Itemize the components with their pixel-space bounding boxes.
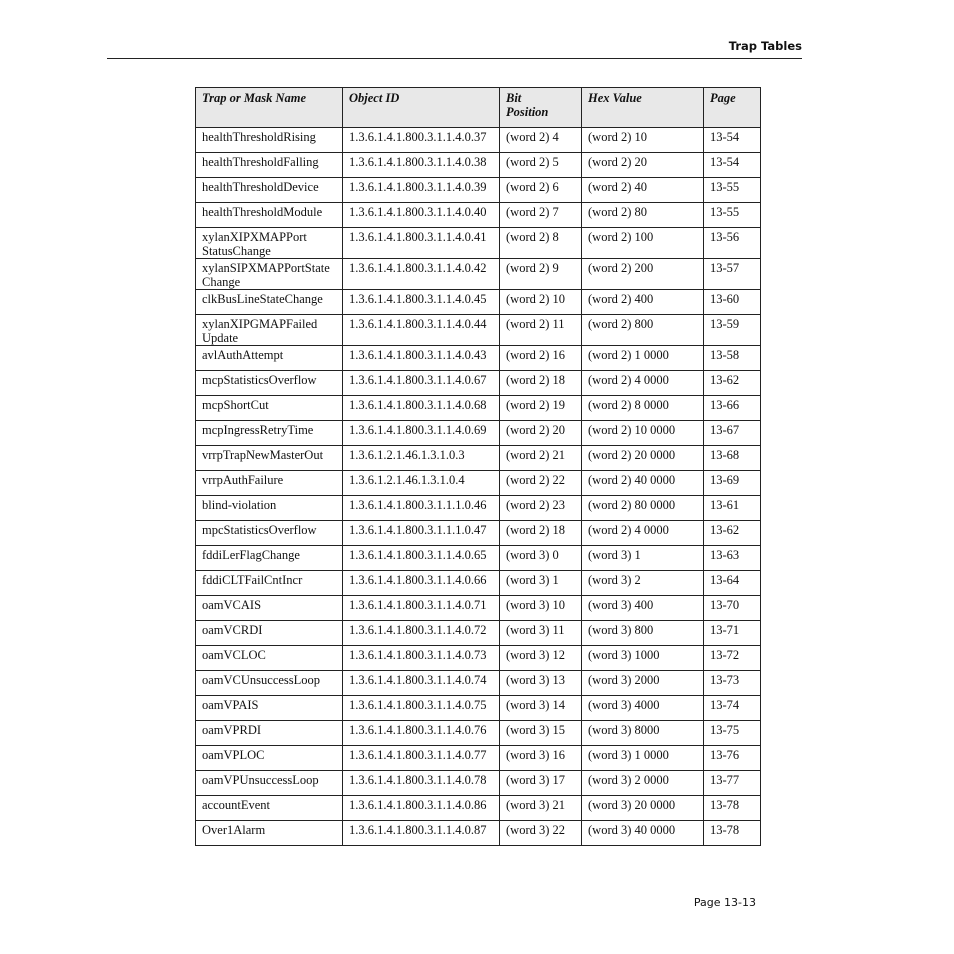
column-header-object-id: Object ID	[343, 88, 500, 128]
hex-value-cell: (word 3) 40 0000	[582, 821, 704, 846]
table-row	[196, 153, 761, 178]
page-cell: 13-54	[704, 153, 761, 178]
object-id-cell: 1.3.6.1.4.1.800.3.1.1.4.0.71	[343, 596, 500, 621]
trap-name-cell: xylanXIPGMAPFailed Update	[196, 315, 343, 346]
page-cell: 13-76	[704, 746, 761, 771]
hex-value-cell: (word 2) 400	[582, 290, 704, 315]
object-id-cell: 1.3.6.1.4.1.800.3.1.1.1.0.46	[343, 496, 500, 521]
table-row	[196, 621, 761, 646]
hex-value-cell: (word 2) 200	[582, 259, 704, 290]
trap-name-cell: healthThresholdRising	[196, 128, 343, 153]
table-row	[196, 646, 761, 671]
page-cell: 13-78	[704, 796, 761, 821]
page-cell: 13-71	[704, 621, 761, 646]
bit-position-cell: (word 3) 17	[500, 771, 582, 796]
trap-name-cell: healthThresholdDevice	[196, 178, 343, 203]
page-cell: 13-62	[704, 371, 761, 396]
column-header-trap-name: Trap or Mask Name	[196, 88, 343, 128]
bit-position-cell: (word 3) 12	[500, 646, 582, 671]
bit-position-cell: (word 3) 11	[500, 621, 582, 646]
hex-value-cell: (word 3) 400	[582, 596, 704, 621]
hex-value-cell: (word 2) 800	[582, 315, 704, 346]
trap-name-cell: fddiLerFlagChange	[196, 546, 343, 571]
trap-name-cell: xylanXIPXMAPPort StatusChange	[196, 228, 343, 259]
page-cell: 13-55	[704, 203, 761, 228]
bit-position-cell: (word 2) 19	[500, 396, 582, 421]
trap-name-cell: healthThresholdFalling	[196, 153, 343, 178]
page-cell: 13-73	[704, 671, 761, 696]
object-id-cell: 1.3.6.1.4.1.800.3.1.1.4.0.75	[343, 696, 500, 721]
bit-position-cell: (word 2) 23	[500, 496, 582, 521]
bit-position-cell: (word 2) 21	[500, 446, 582, 471]
table-row	[196, 203, 761, 228]
bit-position-cell: (word 2) 16	[500, 346, 582, 371]
trap-name-cell: oamVPUnsuccessLoop	[196, 771, 343, 796]
object-id-cell: 1.3.6.1.4.1.800.3.1.1.4.0.69	[343, 421, 500, 446]
object-id-cell: 1.3.6.1.4.1.800.3.1.1.4.0.87	[343, 821, 500, 846]
table-row	[196, 315, 761, 346]
bit-position-cell: (word 2) 8	[500, 228, 582, 259]
page-cell: 13-63	[704, 546, 761, 571]
table-row	[196, 821, 761, 846]
table-row	[196, 446, 761, 471]
page-cell: 13-68	[704, 446, 761, 471]
object-id-cell: 1.3.6.1.4.1.800.3.1.1.4.0.40	[343, 203, 500, 228]
bit-position-cell: (word 3) 16	[500, 746, 582, 771]
object-id-cell: 1.3.6.1.4.1.800.3.1.1.4.0.65	[343, 546, 500, 571]
trap-name-cell: oamVCLOC	[196, 646, 343, 671]
bit-position-cell: (word 3) 22	[500, 821, 582, 846]
hex-value-cell: (word 2) 100	[582, 228, 704, 259]
trap-name-cell: xylanSIPXMAPPortState Change	[196, 259, 343, 290]
object-id-cell: 1.3.6.1.4.1.800.3.1.1.4.0.45	[343, 290, 500, 315]
hex-value-cell: (word 3) 1000	[582, 646, 704, 671]
table-row	[196, 746, 761, 771]
trap-name-cell: mcpShortCut	[196, 396, 343, 421]
bit-position-cell: (word 2) 5	[500, 153, 582, 178]
object-id-cell: 1.3.6.1.4.1.800.3.1.1.4.0.86	[343, 796, 500, 821]
trap-name-cell: fddiCLTFailCntIncr	[196, 571, 343, 596]
column-header-page: Page	[704, 88, 761, 128]
table-row	[196, 571, 761, 596]
table-row	[196, 521, 761, 546]
trap-name-cell: mcpIngressRetryTime	[196, 421, 343, 446]
bit-position-cell: (word 2) 9	[500, 259, 582, 290]
page-cell: 13-57	[704, 259, 761, 290]
page-cell: 13-55	[704, 178, 761, 203]
object-id-cell: 1.3.6.1.4.1.800.3.1.1.4.0.77	[343, 746, 500, 771]
hex-value-cell: (word 3) 2	[582, 571, 704, 596]
page-cell: 13-69	[704, 471, 761, 496]
bit-position-cell: (word 3) 13	[500, 671, 582, 696]
trap-table-header	[196, 88, 761, 128]
bit-position-cell: (word 3) 15	[500, 721, 582, 746]
hex-value-cell: (word 3) 20 0000	[582, 796, 704, 821]
table-row	[196, 259, 761, 290]
hex-value-cell: (word 2) 40	[582, 178, 704, 203]
object-id-cell: 1.3.6.1.4.1.800.3.1.1.4.0.72	[343, 621, 500, 646]
trap-name-cell: vrrpTrapNewMasterOut	[196, 446, 343, 471]
hex-value-cell: (word 2) 20	[582, 153, 704, 178]
object-id-cell: 1.3.6.1.4.1.800.3.1.1.1.0.47	[343, 521, 500, 546]
object-id-cell: 1.3.6.1.4.1.800.3.1.1.4.0.42	[343, 259, 500, 290]
hex-value-cell: (word 2) 4 0000	[582, 371, 704, 396]
table-row	[196, 228, 761, 259]
object-id-cell: 1.3.6.1.4.1.800.3.1.1.4.0.66	[343, 571, 500, 596]
hex-value-cell: (word 3) 800	[582, 621, 704, 646]
hex-value-cell: (word 2) 40 0000	[582, 471, 704, 496]
page-cell: 13-62	[704, 521, 761, 546]
bit-position-cell: (word 2) 4	[500, 128, 582, 153]
object-id-cell: 1.3.6.1.4.1.800.3.1.1.4.0.67	[343, 371, 500, 396]
bit-position-cell: (word 2) 7	[500, 203, 582, 228]
trap-name-cell: accountEvent	[196, 796, 343, 821]
bit-position-cell: (word 3) 21	[500, 796, 582, 821]
page-cell: 13-64	[704, 571, 761, 596]
trap-name-cell: oamVCAIS	[196, 596, 343, 621]
table-row	[196, 721, 761, 746]
page-cell: 13-74	[704, 696, 761, 721]
table-row	[196, 471, 761, 496]
table-row	[196, 178, 761, 203]
trap-name-cell: mcpStatisticsOverflow	[196, 371, 343, 396]
bit-position-cell: (word 3) 0	[500, 546, 582, 571]
column-header-hex-value: Hex Value	[582, 88, 704, 128]
table-row	[196, 596, 761, 621]
hex-value-cell: (word 2) 20 0000	[582, 446, 704, 471]
page-cell: 13-70	[704, 596, 761, 621]
bit-position-cell: (word 2) 22	[500, 471, 582, 496]
page-number: Page 13-13	[693, 896, 756, 909]
page-cell: 13-66	[704, 396, 761, 421]
object-id-cell: 1.3.6.1.4.1.800.3.1.1.4.0.38	[343, 153, 500, 178]
hex-value-cell: (word 2) 8 0000	[582, 396, 704, 421]
page-cell: 13-67	[704, 421, 761, 446]
hex-value-cell: (word 3) 4000	[582, 696, 704, 721]
hex-value-cell: (word 2) 10 0000	[582, 421, 704, 446]
header-rule	[107, 58, 802, 59]
object-id-cell: 1.3.6.1.4.1.800.3.1.1.4.0.44	[343, 315, 500, 346]
running-header-title: Trap Tables	[728, 39, 802, 53]
bit-position-cell: (word 2) 10	[500, 290, 582, 315]
trap-name-cell: oamVCRDI	[196, 621, 343, 646]
bit-position-cell: (word 3) 14	[500, 696, 582, 721]
trap-name-cell: clkBusLineStateChange	[196, 290, 343, 315]
trap-name-cell: mpcStatisticsOverflow	[196, 521, 343, 546]
hex-value-cell: (word 3) 1	[582, 546, 704, 571]
hex-value-cell: (word 2) 1 0000	[582, 346, 704, 371]
trap-name-cell: oamVPRDI	[196, 721, 343, 746]
table-row	[196, 421, 761, 446]
page-cell: 13-77	[704, 771, 761, 796]
hex-value-cell: (word 3) 2000	[582, 671, 704, 696]
table-row	[196, 771, 761, 796]
trap-table-body	[196, 128, 761, 846]
trap-name-cell: oamVPAIS	[196, 696, 343, 721]
trap-name-cell: Over1Alarm	[196, 821, 343, 846]
bit-position-cell: (word 2) 18	[500, 521, 582, 546]
table-row	[196, 796, 761, 821]
page-cell: 13-56	[704, 228, 761, 259]
object-id-cell: 1.3.6.1.4.1.800.3.1.1.4.0.76	[343, 721, 500, 746]
bit-position-cell: (word 2) 11	[500, 315, 582, 346]
trap-name-cell: avlAuthAttempt	[196, 346, 343, 371]
table-row	[196, 396, 761, 421]
bit-position-cell: (word 2) 18	[500, 371, 582, 396]
object-id-cell: 1.3.6.1.4.1.800.3.1.1.4.0.39	[343, 178, 500, 203]
object-id-cell: 1.3.6.1.4.1.800.3.1.1.4.0.41	[343, 228, 500, 259]
page-cell: 13-59	[704, 315, 761, 346]
object-id-cell: 1.3.6.1.4.1.800.3.1.1.4.0.74	[343, 671, 500, 696]
trap-name-cell: healthThresholdModule	[196, 203, 343, 228]
trap-name-cell: blind-violation	[196, 496, 343, 521]
bit-position-cell: (word 2) 20	[500, 421, 582, 446]
bit-position-cell: (word 3) 10	[500, 596, 582, 621]
hex-value-cell: (word 2) 10	[582, 128, 704, 153]
table-row	[196, 696, 761, 721]
hex-value-cell: (word 3) 1 0000	[582, 746, 704, 771]
trap-name-cell: vrrpAuthFailure	[196, 471, 343, 496]
page-cell: 13-60	[704, 290, 761, 315]
hex-value-cell: (word 2) 80	[582, 203, 704, 228]
object-id-cell: 1.3.6.1.4.1.800.3.1.1.4.0.68	[343, 396, 500, 421]
object-id-cell: 1.3.6.1.4.1.800.3.1.1.4.0.37	[343, 128, 500, 153]
hex-value-cell: (word 3) 2 0000	[582, 771, 704, 796]
table-row	[196, 496, 761, 521]
page-cell: 13-54	[704, 128, 761, 153]
page-cell: 13-72	[704, 646, 761, 671]
trap-name-cell: oamVPLOC	[196, 746, 343, 771]
object-id-cell: 1.3.6.1.2.1.46.1.3.1.0.4	[343, 471, 500, 496]
object-id-cell: 1.3.6.1.4.1.800.3.1.1.4.0.78	[343, 771, 500, 796]
page-cell: 13-78	[704, 821, 761, 846]
page-cell: 13-61	[704, 496, 761, 521]
column-header-bit-position: Bit Position	[500, 88, 582, 128]
hex-value-cell: (word 2) 4 0000	[582, 521, 704, 546]
table-row	[196, 371, 761, 396]
table-row	[196, 346, 761, 371]
page-cell: 13-58	[704, 346, 761, 371]
hex-value-cell: (word 2) 80 0000	[582, 496, 704, 521]
bit-position-cell: (word 3) 1	[500, 571, 582, 596]
trap-table	[195, 87, 761, 846]
page-cell: 13-75	[704, 721, 761, 746]
header-row	[196, 88, 761, 128]
table-row	[196, 546, 761, 571]
table-row	[196, 290, 761, 315]
table-row	[196, 671, 761, 696]
trap-name-cell: oamVCUnsuccessLoop	[196, 671, 343, 696]
bit-position-cell: (word 2) 6	[500, 178, 582, 203]
object-id-cell: 1.3.6.1.4.1.800.3.1.1.4.0.73	[343, 646, 500, 671]
object-id-cell: 1.3.6.1.4.1.800.3.1.1.4.0.43	[343, 346, 500, 371]
hex-value-cell: (word 3) 8000	[582, 721, 704, 746]
object-id-cell: 1.3.6.1.2.1.46.1.3.1.0.3	[343, 446, 500, 471]
table-row	[196, 128, 761, 153]
